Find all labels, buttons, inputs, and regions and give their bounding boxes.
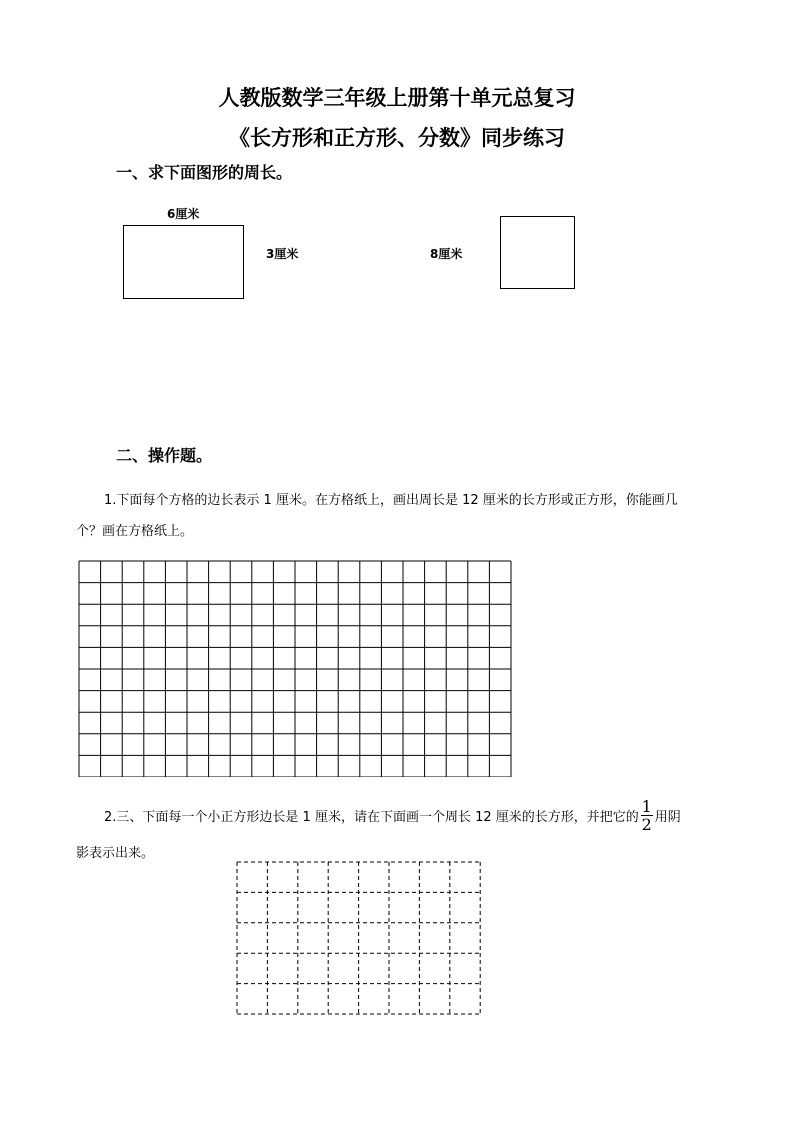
- question-2-text-line2: 影表示出来。: [76, 846, 155, 861]
- question-2-text-before: 2.三、下面每一个小正方形边长是 1 厘米，请在下面画一个周长 12 厘米的长方形，并把它的: [104, 810, 639, 825]
- section-2-heading: 二、操作题。: [116, 446, 213, 465]
- rectangle-height-label: 3厘米: [266, 247, 299, 261]
- square-grid-paper[interactable]: [78, 560, 512, 777]
- question-2-text-line1: [104, 797, 681, 835]
- square-figure: [500, 216, 575, 289]
- fraction-one-half: [641, 798, 653, 833]
- question-1-text-line1: 1.下面每个方格的边长表示 1 厘米。在方格纸上，画出周长是 12 厘米的长方形或正方形，你能画几: [104, 493, 678, 508]
- fraction-numerator: 1: [641, 797, 652, 816]
- square-side-label: 8厘米: [430, 247, 463, 261]
- rectangle-figure: [123, 225, 244, 299]
- page-subtitle: 《长方形和正方形、分数》同步练习: [229, 125, 565, 150]
- rectangle-width-label: 6厘米: [167, 207, 200, 221]
- dashed-square-grid[interactable]: [236, 861, 482, 1031]
- question-1-text-line2: 个？画在方格纸上。: [76, 524, 194, 539]
- question-2-text-after: 用阴: [654, 810, 681, 825]
- page-title: 人教版数学三年级上册第十单元总复习: [218, 85, 576, 110]
- fraction-denominator: 2: [641, 815, 652, 834]
- section-1-heading: 一、求下面图形的周长。: [116, 163, 293, 182]
